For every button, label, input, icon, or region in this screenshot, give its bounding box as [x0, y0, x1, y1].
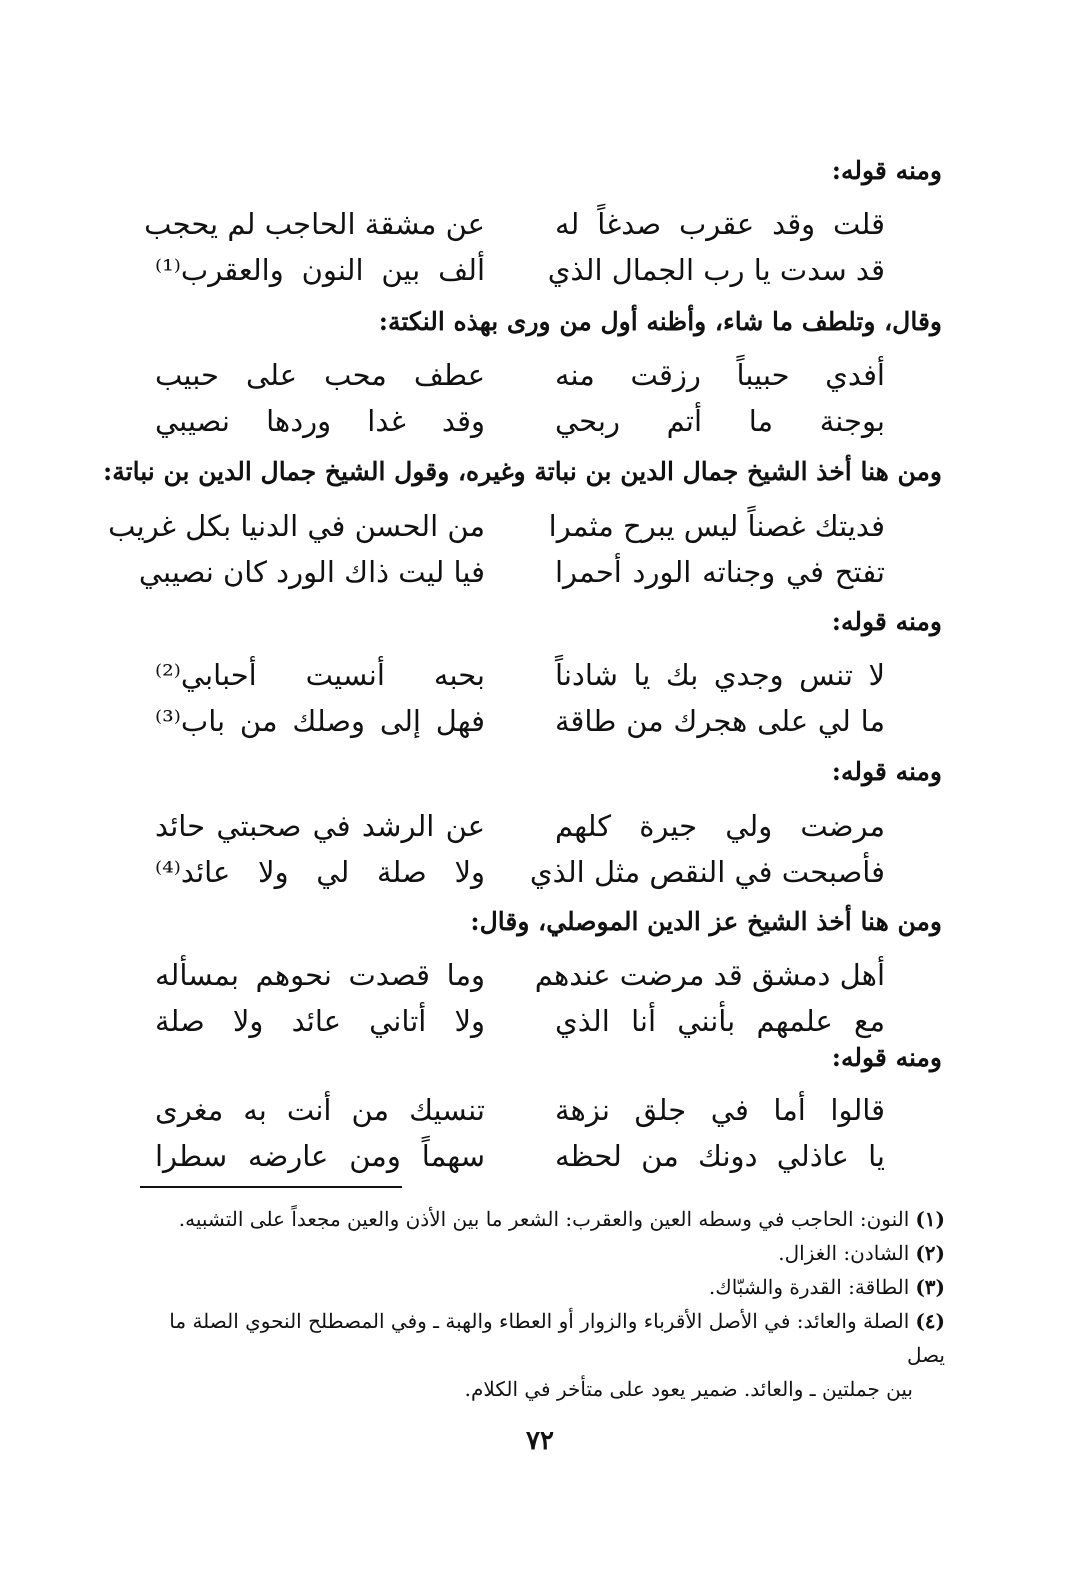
- second-hemistich: عن الرشد في صحبتي حائد: [155, 809, 485, 843]
- intro-line: وقال، وتلطف ما شاء، وأظنه أول من ورى بهذه النكتة:: [378, 307, 942, 336]
- footnote-text: النون: الحاجب في وسطه العين والعقرب: الشعر ما بين الأذن والعين مجعداً على التشبيه.: [178, 1207, 910, 1231]
- first-hemistich: لا تنس وجدي بك يا شادناً: [555, 658, 885, 692]
- second-hemistich: سهماً ومن عارضه سطرا: [155, 1139, 485, 1173]
- second-hemistich: عطف محب على حبيب: [155, 358, 485, 392]
- intro-line: ومن هنا أخذ الشيخ عز الدين الموصلي، وقال:: [470, 907, 942, 936]
- verse-line: [155, 803, 885, 849]
- first-hemistich: تفتح في وجناته الورد أحمرا: [555, 555, 885, 589]
- footnote-4-continuation: بين جملتين ـ والعائد. ضمير يعود على متأخر في الكلام.: [464, 1377, 913, 1401]
- first-hemistich: ما لي على هجرك من طاقة: [555, 704, 885, 738]
- verse-couplet: [108, 503, 885, 595]
- verse-couplet: [155, 1087, 885, 1179]
- footnote-4: [125, 1304, 945, 1372]
- footnote-text: الطاقة: القدرة والشبّاك.: [708, 1275, 910, 1299]
- second-hemistich: ألف بين النون والعقرب⁽¹⁾: [155, 253, 485, 287]
- footnote-number: (٣): [915, 1275, 945, 1299]
- first-hemistich: قالوا أما في جلق نزهة: [555, 1093, 885, 1127]
- footnote-text: الشادن: الغزال.: [778, 1241, 910, 1265]
- verse-line: [144, 201, 885, 247]
- verse-line: [108, 503, 885, 549]
- second-hemistich: وقد غدا وردها نصيبي: [155, 404, 485, 438]
- second-hemistich: فيا ليت ذاك الورد كان نصيبي: [138, 555, 485, 589]
- verse-couplet: [155, 652, 885, 744]
- second-hemistich: فهل إلى وصلك من باب⁽³⁾: [155, 704, 485, 738]
- first-hemistich: أفدي حبيباً رزقت منه: [555, 358, 885, 392]
- second-hemistich: وما قصدت نحوهم بمسأله: [155, 958, 485, 992]
- intro-line: ومنه قوله:: [831, 156, 942, 185]
- verse-couplet: [155, 803, 885, 895]
- intro-line: ومنه قوله:: [831, 757, 942, 786]
- first-hemistich: أهل دمشق قد مرضت عندهم: [534, 958, 885, 992]
- verse-line: [155, 998, 885, 1044]
- verse-couplet: [155, 352, 885, 444]
- footnote-separator: [140, 1186, 402, 1188]
- footnote-number: (٤): [915, 1309, 945, 1333]
- footnote-number: (٢): [915, 1241, 945, 1265]
- intro-line: ومنه قوله:: [831, 607, 942, 636]
- first-hemistich: قلت وقد عقرب صدغاً له: [555, 207, 885, 241]
- footnote-1: [125, 1202, 945, 1236]
- first-hemistich: يا عاذلي دونك من لحظه: [555, 1139, 885, 1173]
- verse-line: [155, 352, 885, 398]
- second-hemistich: بحبه أنسيت أحبابي⁽²⁾: [155, 658, 485, 692]
- verse-line: [155, 952, 885, 998]
- intro-line: ومن هنا أخذ الشيخ جمال الدين بن نباتة وغيره، وقول الشيخ جمال الدين بن نباتة:: [103, 457, 942, 486]
- first-hemistich: قد سدت يا رب الجمال الذي: [547, 253, 885, 287]
- second-hemistich: ولا أتاني عائد ولا صلة: [155, 1004, 485, 1038]
- intro-line: ومنه قوله:: [831, 1043, 942, 1072]
- footnote-text: الصلة والعائد: في الأصل الأقرباء والزوار أو العطاء والهبة ـ وفي المصطلح النحوي الصلة ما يصل: [169, 1309, 945, 1367]
- first-hemistich: مرضت ولي جيرة كلهم: [555, 809, 885, 843]
- footnotes: [125, 1202, 945, 1406]
- page-number: ٧٢: [526, 1426, 554, 1456]
- first-hemistich: فديتك غصناً ليس يبرح مثمرا: [548, 509, 885, 543]
- verse-line: [155, 652, 885, 698]
- verse-line: [155, 698, 885, 744]
- verse-line: [155, 849, 885, 895]
- first-hemistich: فأصبحت في النقص مثل الذي: [529, 855, 885, 889]
- verse-line: [155, 1087, 885, 1133]
- footnote-3: [125, 1270, 945, 1304]
- footnote-2: [125, 1236, 945, 1270]
- verse-couplet: [144, 201, 885, 293]
- verse-line: [138, 549, 885, 595]
- second-hemistich: ولا صلة لي ولا عائد⁽⁴⁾: [155, 855, 485, 889]
- first-hemistich: بوجنة ما أتم ربحي: [555, 404, 885, 438]
- verse-line: [155, 1133, 885, 1179]
- footnote-number: (١): [915, 1207, 945, 1231]
- verse-line: [155, 398, 885, 444]
- second-hemistich: من الحسن في الدنيا بكل غريب: [108, 509, 485, 543]
- second-hemistich: عن مشقة الحاجب لم يحجب: [144, 207, 485, 241]
- second-hemistich: تنسيك من أنت به مغرى: [155, 1093, 485, 1127]
- verse-couplet: [155, 952, 885, 1044]
- first-hemistich: مع علمهم بأنني أنا الذي: [555, 1004, 885, 1038]
- verse-line: [155, 247, 885, 293]
